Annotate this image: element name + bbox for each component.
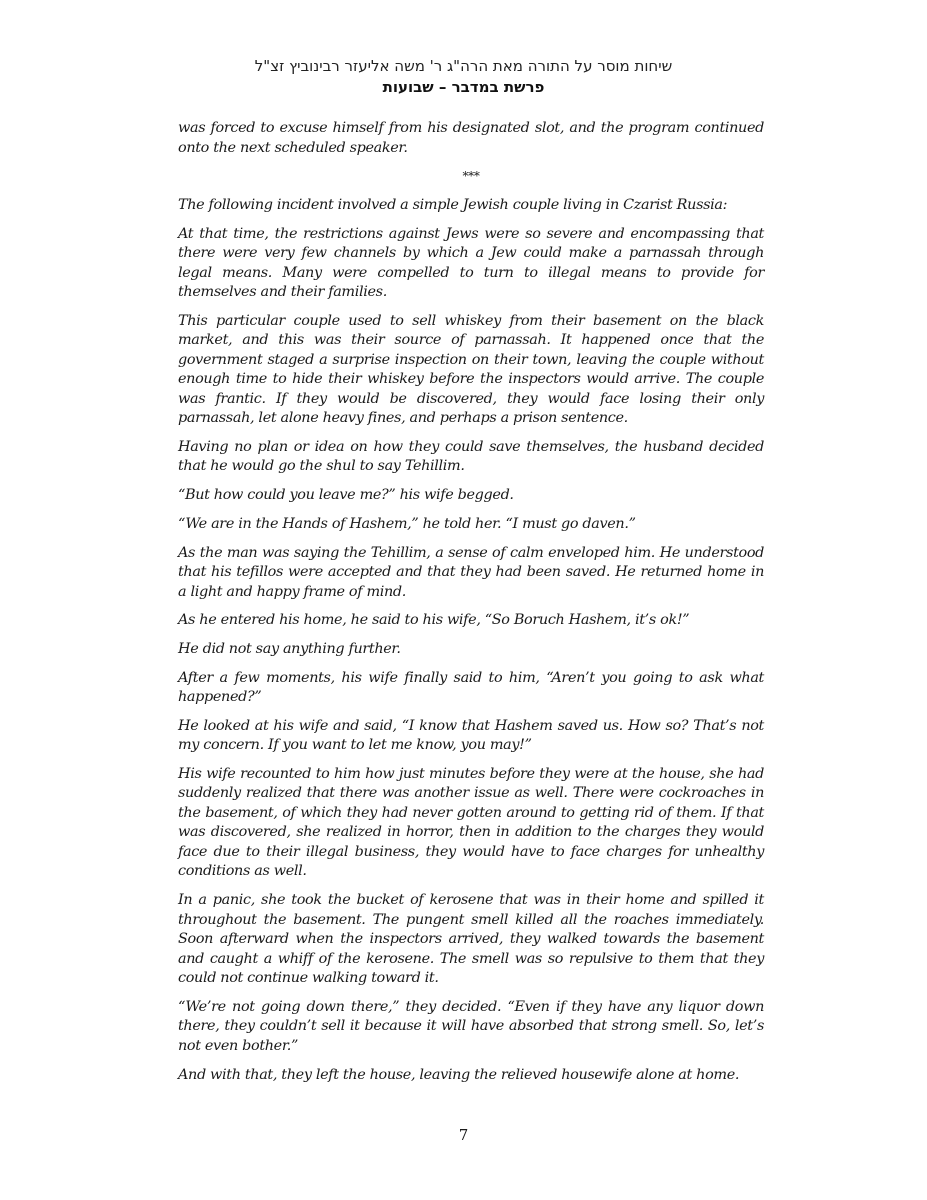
paragraph: “We are in the Hands of Hashem,” he told her. “I must go daven.” xyxy=(178,515,636,532)
paragraph: “We’re not going down there,” they decided. “Even if they have any liquor down there, they couldn’t sell it because it will have absorbed that strong smell. So, let’s not even bother.” xyxy=(178,998,764,1054)
paragraph: As the man was saying the Tehillim, a sense of calm enveloped him. He understood that his tefillos were accepted and that they had been saved. He returned home in a light and happy frame of mind. xyxy=(178,544,764,600)
header-title: שיחות מוסר על התורה מאת הרה"ג ר' משה אליעזר רבינוביץ זצ"ל xyxy=(254,57,673,75)
paragraph: He looked at his wife and said, “I know that Hashem saved us. How so? That’s not my concern. If you want to let me know, you may!” xyxy=(178,717,764,754)
paragraph: In a panic, she took the bucket of kerosene that was in their home and spilled it throughout the basement. The pungent smell killed all the roaches immediately. Soon afterward when the inspectors arrived, they walked towards the basement and caught a whiff of the kerosene. The smell was so repulsive to them that they could not continue walking toward it. xyxy=(178,892,764,987)
paragraph: He did not say anything further. xyxy=(178,640,401,657)
paragraph: After a few moments, his wife finally said to him, “Aren’t you going to ask what happened?” xyxy=(178,669,764,706)
header-parsha: פרשת במדבר – שבועות xyxy=(382,78,545,96)
paragraph: And with that, they left the house, leaving the relieved housewife alone at home. xyxy=(178,1066,740,1083)
body-text xyxy=(178,119,764,1094)
paragraph: As he entered his home, he said to his wife, “So Boruch Hashem, it’s ok!” xyxy=(178,612,690,629)
paragraph: “But how could you leave me?” his wife begged. xyxy=(178,487,514,504)
running-header xyxy=(0,56,927,98)
section-separator: *** xyxy=(462,169,480,184)
paragraph: His wife recounted to him how just minutes before they were at the house, she had suddenly realized that there was another issue as well. There were cockroaches in the basement, of which they had never gotten around to getting rid of them. If that was discovered, she realized in horror, then in addition to the charges they would face due to their illegal business, they would have to face charges for unhealthy conditions as well. xyxy=(178,765,764,880)
page-number: 7 xyxy=(458,1126,469,1144)
paragraph: Having no plan or idea on how they could save themselves, the husband decided that he would go the shul to say Tehillim. xyxy=(178,438,764,475)
paragraph: The following incident involved a simple Jewish couple living in Czarist Russia: xyxy=(178,196,728,213)
paragraph: This particular couple used to sell whiskey from their basement on the black market, and this was their source of parnassah. It happened once that the government staged a surprise inspection on their town, leaving the couple without enough time to hide their whiskey before the inspectors would arrive. The couple was frantic. If they would be discovered, they would face losing their only parnassah, let alone heavy fines, and perhaps a prison sentence. xyxy=(178,312,764,427)
paragraph: At that time, the restrictions against Jews were so severe and encompassing that there were very few channels by which a Jew could make a parnassah through legal means. Many were compelled to turn to illegal means to provide for themselves and their families. xyxy=(178,225,764,301)
paragraph: was forced to excuse himself from his designated slot, and the program continued onto the next scheduled speaker. xyxy=(178,120,764,156)
